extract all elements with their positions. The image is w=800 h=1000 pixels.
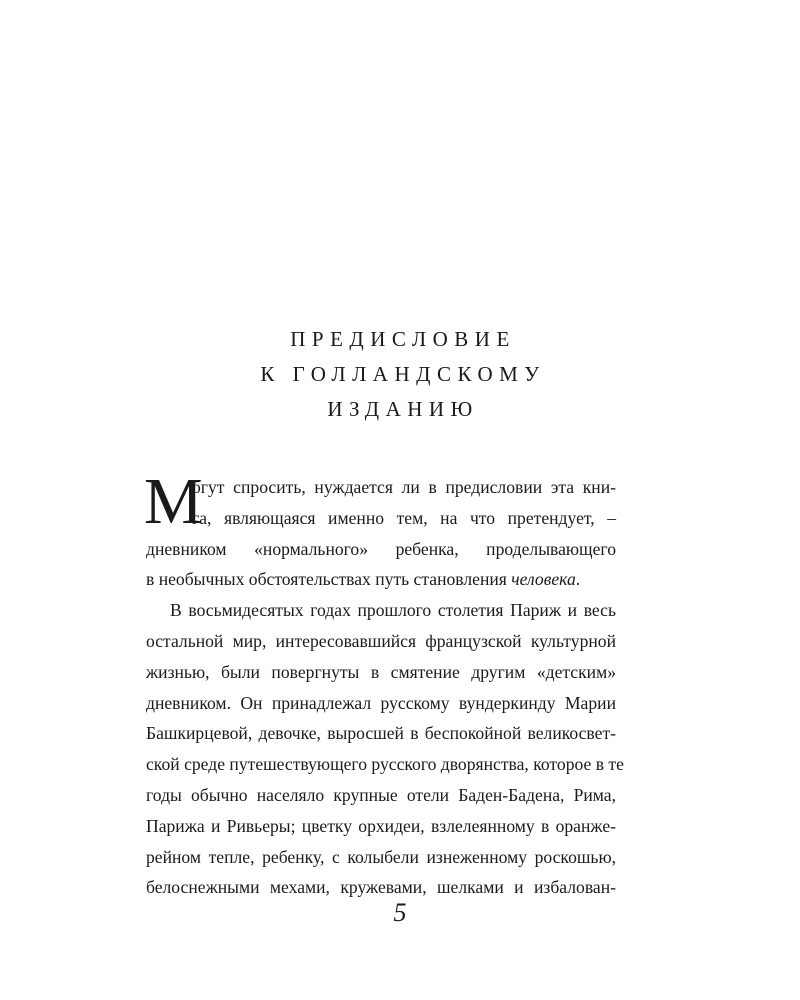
text-line: рейном тепле, ребенку, с колыбели изнеженному роскошью, bbox=[146, 846, 616, 867]
paragraph-2 bbox=[146, 595, 624, 903]
text-segment: . bbox=[575, 569, 581, 590]
text-line: жизнью, были повергнуты в смятение другим «детским» bbox=[146, 661, 616, 682]
paragraph-1 bbox=[144, 465, 616, 595]
text-line: га, являющаяся именно тем, на что претендует, – bbox=[192, 507, 616, 528]
text-line: В восьмидесятых годах прошлого столетия Париж и весь bbox=[170, 600, 616, 621]
heading-line-2: К ГОЛЛАНДСКОМУ bbox=[260, 362, 546, 386]
text-line: Парижа и Ривьеры; цветку орхидеи, взлелеянному в оранже- bbox=[146, 815, 616, 836]
text-line: дневником. Он принадлежал русскому вундеркинду Марии bbox=[146, 692, 616, 713]
text-line: годы обычно населяло крупные отели Баден-Бадена, Рима, bbox=[146, 784, 616, 805]
body-text bbox=[144, 465, 624, 903]
heading-line-1: ПРЕДИСЛОВИЕ bbox=[290, 327, 516, 351]
text-line: ской среде путешествующего русского дворянства, которое в те bbox=[146, 754, 624, 775]
chapter-heading bbox=[0, 322, 800, 427]
text-line bbox=[146, 564, 616, 595]
text-line: огут спросить, нуждается ли в предисловии эта кни- bbox=[192, 477, 616, 497]
text-line: дневником «нормального» ребенка, проделывающего bbox=[146, 538, 616, 559]
text-line: Башкирцевой, девочке, выросшей в беспокойной великосвет- bbox=[146, 723, 616, 744]
text-line: остальной мир, интересовавшийся французской культурной bbox=[146, 630, 616, 651]
heading-line-3: ИЗДАНИЮ bbox=[327, 397, 479, 421]
text-line: белоснежными мехами, кружевами, шелками и избалован- bbox=[146, 877, 616, 898]
page-number: 5 bbox=[393, 898, 407, 927]
italic-word: человека bbox=[511, 569, 576, 590]
text-segment: в необычных обстоятельствах путь становления bbox=[146, 569, 512, 590]
drop-cap: М bbox=[144, 465, 203, 538]
